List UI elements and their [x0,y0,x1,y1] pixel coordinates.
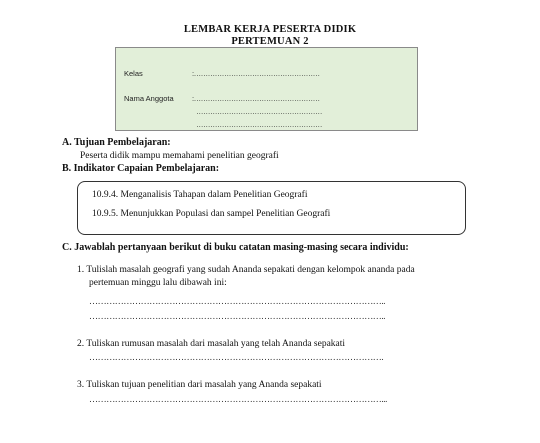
student-identity-box [115,47,418,131]
kelas-row [124,69,320,78]
question-3: 3. Tuliskan tujuan penelitian dari masalah yang Ananda sepakati [77,380,322,390]
anggota-row-2 [196,107,322,116]
anggota-field-3[interactable]: ……………………………………………… [196,120,322,129]
meeting-subtitle: PERTEMUAN 2 [231,36,309,47]
section-a-text: Peserta didik mampu memahami penelitian geografi [80,151,279,161]
indicator-item: 10.9.4. Menganalisis Tahapan dalam Penelitian Geografi [92,190,308,200]
answer-line-q2[interactable]: …………………………………………………………………………………………. [89,352,384,362]
answer-line-q1[interactable]: ………………………………………………………………………………………….. [89,296,386,306]
worksheet-title: LEMBAR KERJA PESERTA DIDIK [183,24,357,35]
anggota-row [124,94,320,103]
question-1: 1. Tulislah masalah geografi yang sudah Ananda sepakati dengan kelompok ananda pada [77,265,415,275]
indicator-box [77,181,466,235]
anggota-field-2[interactable]: ……………………………………………… [196,107,322,116]
question-2: 2. Tuliskan rumusan masalah dari masalah yang telah Ananda sepakati [77,339,346,349]
kelas-field[interactable]: :……………………………………………… [192,69,320,78]
anggota-label: Nama Anggota [124,94,174,103]
section-a-heading: A. Tujuan Pembelajaran: [62,137,171,148]
anggota-field-1[interactable]: :……………………………………………… [192,94,320,103]
kelas-label: Kelas [124,69,143,78]
section-c-heading: C. Jawablah pertanyaan berikut di buku catatan masing-masing secara individu: [62,242,409,253]
answer-line-q3[interactable]: …………………………………………………………………………………………... [89,394,387,404]
answer-line-q1[interactable]: ………………………………………………………………………………………….. [89,311,386,321]
section-b-heading: B. Indikator Capaian Pembelajaran: [62,163,220,174]
indicator-item: 10.9.5. Menunjukkan Populasi dan sampel Penelitian Geografi [92,209,331,219]
anggota-row-3 [196,120,322,129]
question-1-cont: pertemuan minggu lalu dibawah ini: [89,278,227,288]
